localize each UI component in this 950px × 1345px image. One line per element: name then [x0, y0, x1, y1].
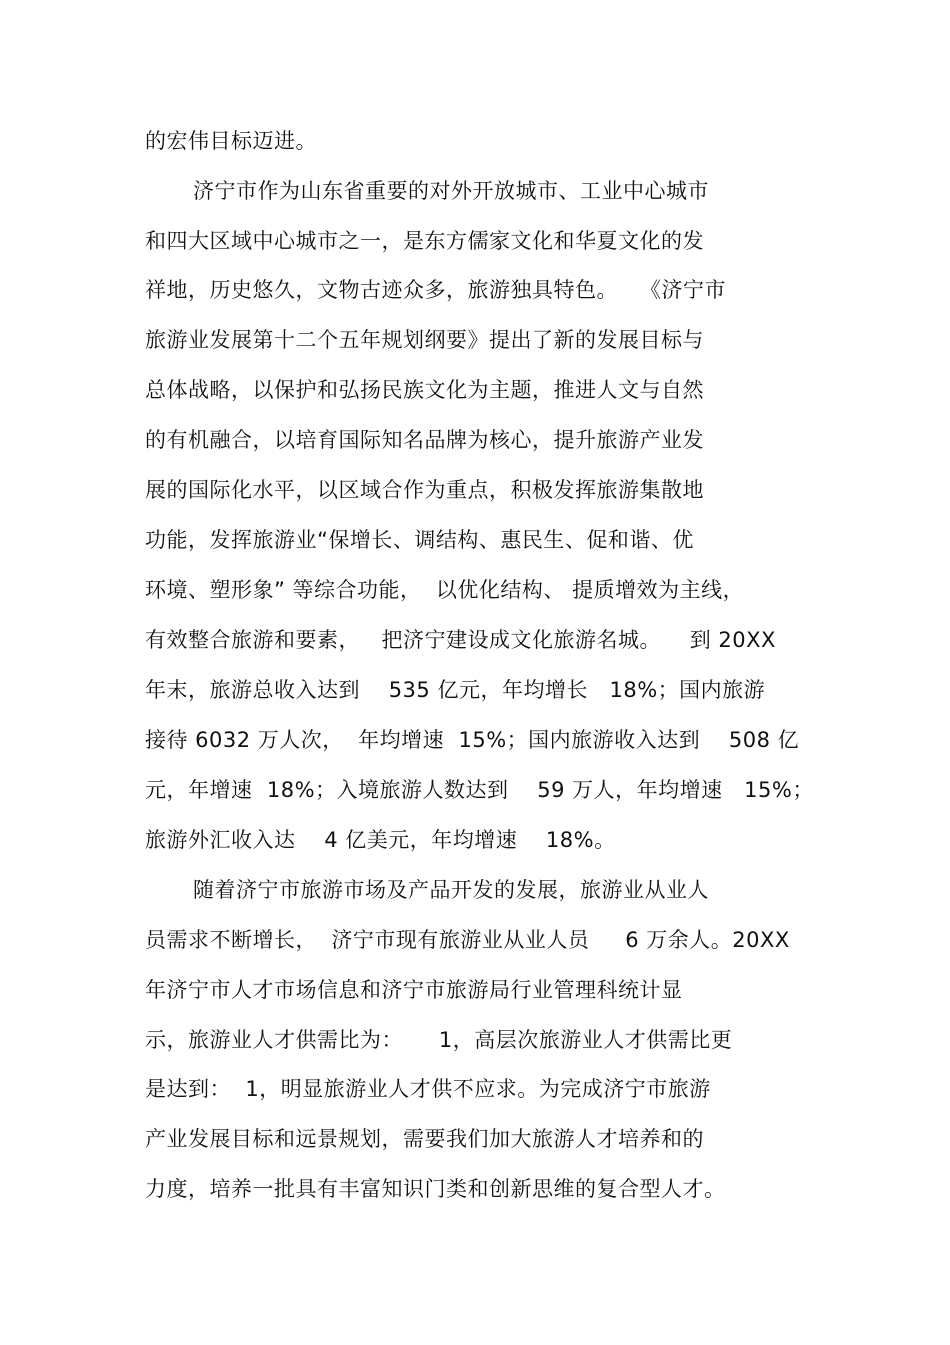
text-line: 祥地，历史悠久，文物古迹众多，旅游独具特色。 《济宁市	[145, 278, 726, 302]
text-line: 环境、塑形象” 等综合功能， 以优化结构、 提质增效为主线，	[145, 578, 745, 602]
text-line: 功能，发挥旅游业“保增长、调结构、惠民生、促和谐、优	[145, 528, 694, 552]
paragraph-first-line: 济宁市作为山东省重要的对外开放城市、工业中心城市	[193, 179, 709, 203]
text-line: 年末，旅游总收入达到 535 亿元，年均增长 18%；国内旅游	[145, 678, 766, 702]
text-line: 旅游业发展第十二个五年规划纲要》提出了新的发展目标与	[145, 328, 704, 352]
text-line: 示，旅游业人才供需比为： 1，高层次旅游业人才供需比更	[145, 1028, 733, 1052]
text-line: 有效整合旅游和要素， 把济宁建设成文化旅游名城。 到 20XX	[145, 628, 776, 652]
text-line: 元，年增速 18%；入境旅游人数达到 59 万人，年均增速 15%；	[145, 778, 814, 802]
text-line: 力度，培养一批具有丰富知识门类和创新思维的复合型人才。	[145, 1177, 726, 1201]
text-line: 员需求不断增长， 济宁市现有旅游业从业人员 6 万余人。20XX	[145, 928, 790, 952]
text-line: 总体战略，以保护和弘扬民族文化为主题，推进人文与自然	[145, 378, 704, 402]
text-line: 的有机融合，以培育国际知名品牌为核心，提升旅游产业发	[145, 428, 704, 452]
text-line: 是达到： 1，明显旅游业人才供不应求。为完成济宁市旅游	[145, 1077, 711, 1101]
text-line: 和四大区域中心城市之一，是东方儒家文化和华夏文化的发	[145, 229, 704, 253]
text-line: 产业发展目标和远景规划，需要我们加大旅游人才培养和的	[145, 1127, 704, 1151]
text-line: 接待 6032 万人次， 年均增速 15%；国内旅游收入达到 508 亿	[145, 728, 800, 752]
paragraph-first-line: 随着济宁市旅游市场及产品开发的发展，旅游业从业人	[193, 878, 709, 902]
text-line: 年济宁市人才市场信息和济宁市旅游局行业管理科统计显	[145, 978, 683, 1002]
text-line: 旅游外汇收入达 4 亿美元，年均增速 18%。	[145, 828, 616, 852]
text-line: 展的国际化水平，以区域合作为重点，积极发挥旅游集散地	[145, 478, 704, 502]
text-line: 的宏伟目标迈进。	[145, 129, 317, 153]
